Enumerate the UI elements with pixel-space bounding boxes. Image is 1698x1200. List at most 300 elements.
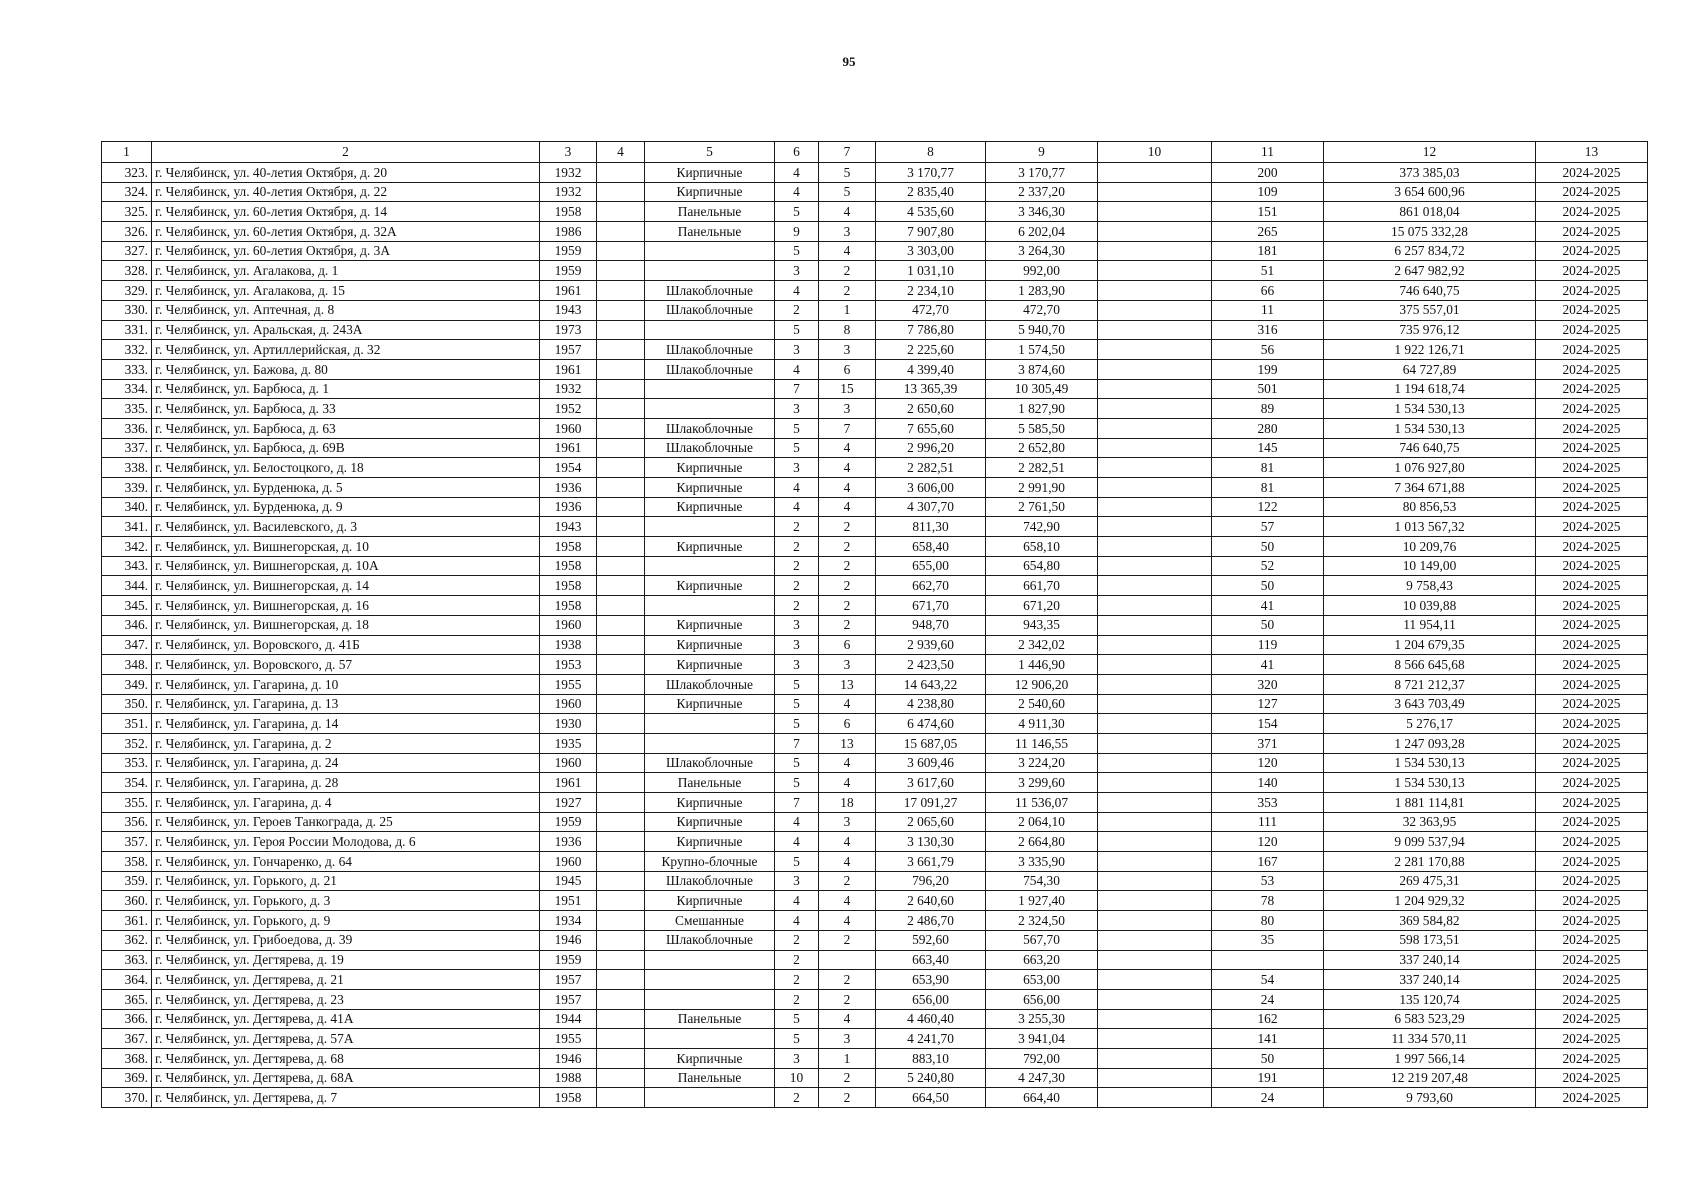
table-row [102, 674, 1648, 694]
cell-col-10 [1098, 812, 1212, 832]
cell-address: г. Челябинск, ул. Грибоедова, д. 39 [152, 930, 540, 950]
cell-entrances: 2 [819, 556, 876, 576]
cell-year-built: 1938 [540, 635, 597, 655]
cell-residents: 501 [1212, 379, 1324, 399]
table-row [102, 911, 1648, 931]
cell-col-4 [597, 1048, 645, 1068]
cell-cost: 6 583 523,29 [1324, 1009, 1536, 1029]
cell-wall-material: Кирпичные [645, 793, 775, 813]
cell-total-area: 2 225,60 [876, 340, 986, 360]
cell-entrances: 2 [819, 1088, 876, 1108]
cell-residential-area: 992,00 [986, 261, 1098, 281]
cell-period: 2024-2025 [1536, 871, 1648, 891]
cell-address: г. Челябинск, ул. Дегтярева, д. 68 [152, 1048, 540, 1068]
cell-cost: 1 013 567,32 [1324, 517, 1536, 537]
cell-wall-material [645, 950, 775, 970]
cell-col-4 [597, 655, 645, 675]
cell-col-10 [1098, 891, 1212, 911]
cell-col-10 [1098, 773, 1212, 793]
header-cell-period: 13 [1536, 142, 1648, 163]
cell-col-4 [597, 596, 645, 616]
cell-floors: 3 [775, 340, 819, 360]
table-row [102, 458, 1648, 478]
cell-col-10 [1098, 852, 1212, 872]
cell-floors: 3 [775, 655, 819, 675]
cell-year-built: 1936 [540, 832, 597, 852]
cell-year-built: 1953 [540, 655, 597, 675]
cell-year-built: 1927 [540, 793, 597, 813]
cell-residential-area: 3 335,90 [986, 852, 1098, 872]
cell-residents: 120 [1212, 753, 1324, 773]
cell-wall-material: Шлакоблочные [645, 340, 775, 360]
cell-residential-area: 2 652,80 [986, 438, 1098, 458]
cell-entrances: 3 [819, 399, 876, 419]
cell-wall-material: Панельные [645, 222, 775, 242]
cell-cost: 1 534 530,13 [1324, 399, 1536, 419]
table-row [102, 320, 1648, 340]
cell-residential-area: 1 927,40 [986, 891, 1098, 911]
cell-col-10 [1098, 970, 1212, 990]
cell-entrances: 4 [819, 478, 876, 498]
cell-floors: 4 [775, 359, 819, 379]
cell-address: г. Челябинск, ул. Барбюса, д. 63 [152, 418, 540, 438]
cell-floors: 5 [775, 773, 819, 793]
cell-col-10 [1098, 537, 1212, 557]
cell-row-number: 338. [102, 458, 152, 478]
cell-year-built: 1958 [540, 1088, 597, 1108]
table-row [102, 596, 1648, 616]
table-row [102, 478, 1648, 498]
cell-col-4 [597, 222, 645, 242]
cell-residential-area: 2 324,50 [986, 911, 1098, 931]
cell-residents: 140 [1212, 773, 1324, 793]
cell-total-area: 4 241,70 [876, 1029, 986, 1049]
cell-cost: 6 257 834,72 [1324, 241, 1536, 261]
cell-total-area: 4 307,70 [876, 497, 986, 517]
cell-year-built: 1930 [540, 714, 597, 734]
table-row [102, 812, 1648, 832]
cell-residents: 89 [1212, 399, 1324, 419]
cell-year-built: 1957 [540, 970, 597, 990]
cell-floors: 7 [775, 379, 819, 399]
cell-wall-material: Панельные [645, 202, 775, 222]
table-row [102, 950, 1648, 970]
page-number: 95 [842, 54, 856, 69]
cell-residents: 54 [1212, 970, 1324, 990]
cell-col-10 [1098, 733, 1212, 753]
cell-wall-material [645, 517, 775, 537]
cell-col-10 [1098, 832, 1212, 852]
cell-entrances: 3 [819, 1029, 876, 1049]
cell-year-built: 1960 [540, 852, 597, 872]
cell-residents: 51 [1212, 261, 1324, 281]
table-row [102, 202, 1648, 222]
header-cell-total-area: 8 [876, 142, 986, 163]
cell-floors: 4 [775, 478, 819, 498]
cell-year-built: 1954 [540, 458, 597, 478]
cell-entrances: 2 [819, 970, 876, 990]
cell-period: 2024-2025 [1536, 163, 1648, 183]
cell-col-4 [597, 517, 645, 537]
cell-row-number: 330. [102, 300, 152, 320]
cell-residential-area: 1 574,50 [986, 340, 1098, 360]
cell-period: 2024-2025 [1536, 674, 1648, 694]
cell-col-10 [1098, 1029, 1212, 1049]
cell-col-4 [597, 970, 645, 990]
cell-col-4 [597, 418, 645, 438]
cell-year-built: 1936 [540, 497, 597, 517]
cell-total-area: 6 474,60 [876, 714, 986, 734]
table-row [102, 300, 1648, 320]
cell-floors: 5 [775, 694, 819, 714]
cell-col-4 [597, 202, 645, 222]
cell-col-10 [1098, 418, 1212, 438]
cell-cost: 373 385,03 [1324, 163, 1536, 183]
cell-floors: 10 [775, 1068, 819, 1088]
cell-period: 2024-2025 [1536, 517, 1648, 537]
header-cell-floors: 6 [775, 142, 819, 163]
cell-floors: 3 [775, 615, 819, 635]
cell-col-4 [597, 458, 645, 478]
table-row [102, 655, 1648, 675]
cell-residential-area: 653,00 [986, 970, 1098, 990]
cell-residents: 111 [1212, 812, 1324, 832]
cell-residential-area: 658,10 [986, 537, 1098, 557]
table-row [102, 714, 1648, 734]
cell-floors: 2 [775, 556, 819, 576]
cell-entrances: 4 [819, 438, 876, 458]
table-body [102, 163, 1648, 1108]
cell-residents: 24 [1212, 989, 1324, 1009]
cell-col-10 [1098, 871, 1212, 891]
cell-period: 2024-2025 [1536, 596, 1648, 616]
cell-address: г. Челябинск, ул. Агалакова, д. 15 [152, 281, 540, 301]
cell-row-number: 355. [102, 793, 152, 813]
cell-residential-area: 5 585,50 [986, 418, 1098, 438]
cell-cost: 337 240,14 [1324, 970, 1536, 990]
cell-total-area: 3 609,46 [876, 753, 986, 773]
cell-row-number: 341. [102, 517, 152, 537]
cell-total-area: 3 617,60 [876, 773, 986, 793]
cell-wall-material: Кирпичные [645, 694, 775, 714]
cell-residents: 50 [1212, 615, 1324, 635]
cell-wall-material [645, 556, 775, 576]
cell-entrances: 4 [819, 1009, 876, 1029]
cell-cost: 1 247 093,28 [1324, 733, 1536, 753]
cell-address: г. Челябинск, ул. Героя России Молодова, д. 6 [152, 832, 540, 852]
cell-cost: 80 856,53 [1324, 497, 1536, 517]
cell-col-10 [1098, 911, 1212, 931]
cell-residential-area: 792,00 [986, 1048, 1098, 1068]
cell-row-number: 333. [102, 359, 152, 379]
cell-residential-area: 943,35 [986, 615, 1098, 635]
cell-cost: 1 534 530,13 [1324, 418, 1536, 438]
cell-row-number: 369. [102, 1068, 152, 1088]
cell-residential-area: 664,40 [986, 1088, 1098, 1108]
cell-wall-material: Кирпичные [645, 812, 775, 832]
cell-period: 2024-2025 [1536, 576, 1648, 596]
cell-address: г. Челябинск, ул. Барбюса, д. 33 [152, 399, 540, 419]
table-row [102, 832, 1648, 852]
cell-total-area: 14 643,22 [876, 674, 986, 694]
cell-entrances: 4 [819, 694, 876, 714]
cell-col-10 [1098, 576, 1212, 596]
table-row [102, 517, 1648, 537]
cell-total-area: 948,70 [876, 615, 986, 635]
cell-col-10 [1098, 163, 1212, 183]
table-row [102, 537, 1648, 557]
cell-col-4 [597, 694, 645, 714]
cell-entrances: 2 [819, 281, 876, 301]
cell-wall-material [645, 1029, 775, 1049]
cell-residential-area: 2 540,60 [986, 694, 1098, 714]
cell-entrances: 7 [819, 418, 876, 438]
cell-floors: 5 [775, 714, 819, 734]
cell-wall-material: Шлакоблочные [645, 674, 775, 694]
cell-address: г. Челябинск, ул. Агалакова, д. 1 [152, 261, 540, 281]
cell-address: г. Челябинск, ул. Вишнегорская, д. 10 [152, 537, 540, 557]
cell-wall-material: Кирпичные [645, 458, 775, 478]
table-row [102, 1048, 1648, 1068]
cell-address: г. Челябинск, ул. Гагарина, д. 4 [152, 793, 540, 813]
cell-wall-material [645, 320, 775, 340]
cell-period: 2024-2025 [1536, 852, 1648, 872]
cell-col-4 [597, 182, 645, 202]
cell-entrances: 2 [819, 1068, 876, 1088]
cell-row-number: 370. [102, 1088, 152, 1108]
cell-cost: 1 534 530,13 [1324, 773, 1536, 793]
cell-address: г. Челябинск, ул. Барбюса, д. 1 [152, 379, 540, 399]
cell-residential-area: 3 874,60 [986, 359, 1098, 379]
cell-cost: 1 881 114,81 [1324, 793, 1536, 813]
cell-wall-material [645, 596, 775, 616]
table-row [102, 359, 1648, 379]
cell-total-area: 811,30 [876, 517, 986, 537]
cell-col-10 [1098, 182, 1212, 202]
cell-total-area: 2 939,60 [876, 635, 986, 655]
cell-col-4 [597, 241, 645, 261]
cell-year-built: 1958 [540, 537, 597, 557]
cell-row-number: 368. [102, 1048, 152, 1068]
cell-residential-area: 2 064,10 [986, 812, 1098, 832]
cell-col-10 [1098, 379, 1212, 399]
cell-period: 2024-2025 [1536, 241, 1648, 261]
cell-residents: 24 [1212, 1088, 1324, 1108]
cell-total-area: 7 786,80 [876, 320, 986, 340]
table-row [102, 340, 1648, 360]
cell-total-area: 4 460,40 [876, 1009, 986, 1029]
cell-col-4 [597, 497, 645, 517]
cell-year-built: 1934 [540, 911, 597, 931]
cell-residential-area: 2 761,50 [986, 497, 1098, 517]
cell-address: г. Челябинск, ул. Дегтярева, д. 23 [152, 989, 540, 1009]
cell-cost: 11 954,11 [1324, 615, 1536, 635]
cell-total-area: 662,70 [876, 576, 986, 596]
cell-wall-material: Кирпичные [645, 537, 775, 557]
cell-floors: 3 [775, 399, 819, 419]
cell-residents: 154 [1212, 714, 1324, 734]
cell-residential-area: 671,20 [986, 596, 1098, 616]
cell-residents: 353 [1212, 793, 1324, 813]
cell-row-number: 332. [102, 340, 152, 360]
cell-row-number: 356. [102, 812, 152, 832]
cell-entrances: 15 [819, 379, 876, 399]
cell-year-built: 1959 [540, 241, 597, 261]
cell-period: 2024-2025 [1536, 537, 1648, 557]
cell-year-built: 1958 [540, 576, 597, 596]
cell-period: 2024-2025 [1536, 694, 1648, 714]
cell-period: 2024-2025 [1536, 733, 1648, 753]
cell-residents: 50 [1212, 576, 1324, 596]
cell-period: 2024-2025 [1536, 478, 1648, 498]
housing-registry-table [101, 141, 1648, 1108]
cell-period: 2024-2025 [1536, 714, 1648, 734]
cell-address: г. Челябинск, ул. Бурденюка, д. 9 [152, 497, 540, 517]
cell-address: г. Челябинск, ул. Гагарина, д. 10 [152, 674, 540, 694]
cell-wall-material: Панельные [645, 773, 775, 793]
cell-cost: 2 647 982,92 [1324, 261, 1536, 281]
header-cell-entrances: 7 [819, 142, 876, 163]
cell-address: г. Челябинск, ул. Дегтярева, д. 68А [152, 1068, 540, 1088]
cell-cost: 3 654 600,96 [1324, 182, 1536, 202]
cell-floors: 7 [775, 793, 819, 813]
cell-total-area: 663,40 [876, 950, 986, 970]
cell-cost: 746 640,75 [1324, 438, 1536, 458]
cell-row-number: 326. [102, 222, 152, 242]
cell-residents: 199 [1212, 359, 1324, 379]
cell-address: г. Челябинск, ул. Вишнегорская, д. 10А [152, 556, 540, 576]
cell-row-number: 346. [102, 615, 152, 635]
cell-cost: 861 018,04 [1324, 202, 1536, 222]
cell-residential-area: 661,70 [986, 576, 1098, 596]
cell-col-4 [597, 615, 645, 635]
table-row [102, 261, 1648, 281]
cell-col-10 [1098, 281, 1212, 301]
cell-residents: 57 [1212, 517, 1324, 537]
cell-period: 2024-2025 [1536, 970, 1648, 990]
cell-col-4 [597, 281, 645, 301]
cell-period: 2024-2025 [1536, 1029, 1648, 1049]
cell-period: 2024-2025 [1536, 1088, 1648, 1108]
cell-residents: 200 [1212, 163, 1324, 183]
cell-col-4 [597, 674, 645, 694]
cell-entrances: 18 [819, 793, 876, 813]
header-cell-residents: 11 [1212, 142, 1324, 163]
cell-cost: 746 640,75 [1324, 281, 1536, 301]
cell-col-10 [1098, 1088, 1212, 1108]
cell-col-10 [1098, 635, 1212, 655]
cell-cost: 9 099 537,94 [1324, 832, 1536, 852]
cell-row-number: 343. [102, 556, 152, 576]
cell-residents: 35 [1212, 930, 1324, 950]
cell-wall-material [645, 241, 775, 261]
cell-address: г. Челябинск, ул. 60-летия Октября, д. 14 [152, 202, 540, 222]
cell-entrances: 2 [819, 871, 876, 891]
cell-col-10 [1098, 320, 1212, 340]
cell-col-4 [597, 1088, 645, 1108]
cell-year-built: 1959 [540, 261, 597, 281]
cell-row-number: 350. [102, 694, 152, 714]
cell-wall-material [645, 970, 775, 990]
cell-col-4 [597, 911, 645, 931]
cell-total-area: 658,40 [876, 537, 986, 557]
cell-col-10 [1098, 202, 1212, 222]
cell-residents: 127 [1212, 694, 1324, 714]
cell-residential-area: 1 827,90 [986, 399, 1098, 419]
cell-address: г. Челябинск, ул. Героев Танкограда, д. 25 [152, 812, 540, 832]
cell-address: г. Челябинск, ул. Гагарина, д. 28 [152, 773, 540, 793]
cell-residents [1212, 950, 1324, 970]
cell-col-4 [597, 576, 645, 596]
cell-address: г. Челябинск, ул. Дегтярева, д. 41А [152, 1009, 540, 1029]
cell-cost: 5 276,17 [1324, 714, 1536, 734]
cell-entrances: 3 [819, 655, 876, 675]
cell-period: 2024-2025 [1536, 458, 1648, 478]
cell-residential-area: 1 446,90 [986, 655, 1098, 675]
cell-year-built: 1935 [540, 733, 597, 753]
cell-wall-material: Шлакоблочные [645, 300, 775, 320]
cell-wall-material: Шлакоблочные [645, 418, 775, 438]
cell-floors: 5 [775, 1009, 819, 1029]
cell-col-4 [597, 832, 645, 852]
cell-floors: 5 [775, 753, 819, 773]
cell-floors: 4 [775, 281, 819, 301]
cell-wall-material [645, 733, 775, 753]
cell-address: г. Челябинск, ул. Горького, д. 9 [152, 911, 540, 931]
cell-col-4 [597, 537, 645, 557]
cell-wall-material [645, 261, 775, 281]
cell-cost: 12 219 207,48 [1324, 1068, 1536, 1088]
cell-address: г. Челябинск, ул. Дегтярева, д. 19 [152, 950, 540, 970]
cell-entrances: 5 [819, 163, 876, 183]
cell-col-10 [1098, 989, 1212, 1009]
cell-year-built: 1957 [540, 989, 597, 1009]
header-cell-residential-area: 9 [986, 142, 1098, 163]
cell-year-built: 1961 [540, 438, 597, 458]
cell-row-number: 361. [102, 911, 152, 931]
cell-entrances: 2 [819, 930, 876, 950]
cell-row-number: 324. [102, 182, 152, 202]
cell-residents: 109 [1212, 182, 1324, 202]
cell-wall-material: Шлакоблочные [645, 930, 775, 950]
cell-entrances: 1 [819, 300, 876, 320]
cell-year-built: 1958 [540, 596, 597, 616]
cell-period: 2024-2025 [1536, 300, 1648, 320]
cell-cost: 64 727,89 [1324, 359, 1536, 379]
cell-row-number: 364. [102, 970, 152, 990]
cell-address: г. Челябинск, ул. Дегтярева, д. 21 [152, 970, 540, 990]
cell-entrances [819, 950, 876, 970]
cell-col-10 [1098, 674, 1212, 694]
table-row [102, 793, 1648, 813]
cell-wall-material: Кирпичные [645, 891, 775, 911]
cell-entrances: 4 [819, 852, 876, 872]
cell-floors: 7 [775, 733, 819, 753]
cell-total-area: 2 996,20 [876, 438, 986, 458]
cell-residential-area: 663,20 [986, 950, 1098, 970]
cell-wall-material: Панельные [645, 1009, 775, 1029]
header-cell-address: 2 [152, 142, 540, 163]
cell-cost: 1 922 126,71 [1324, 340, 1536, 360]
cell-residential-area: 2 282,51 [986, 458, 1098, 478]
cell-entrances: 4 [819, 497, 876, 517]
cell-col-4 [597, 812, 645, 832]
cell-col-10 [1098, 1009, 1212, 1029]
cell-cost: 10 039,88 [1324, 596, 1536, 616]
cell-row-number: 349. [102, 674, 152, 694]
cell-total-area: 3 606,00 [876, 478, 986, 498]
cell-floors: 2 [775, 970, 819, 990]
